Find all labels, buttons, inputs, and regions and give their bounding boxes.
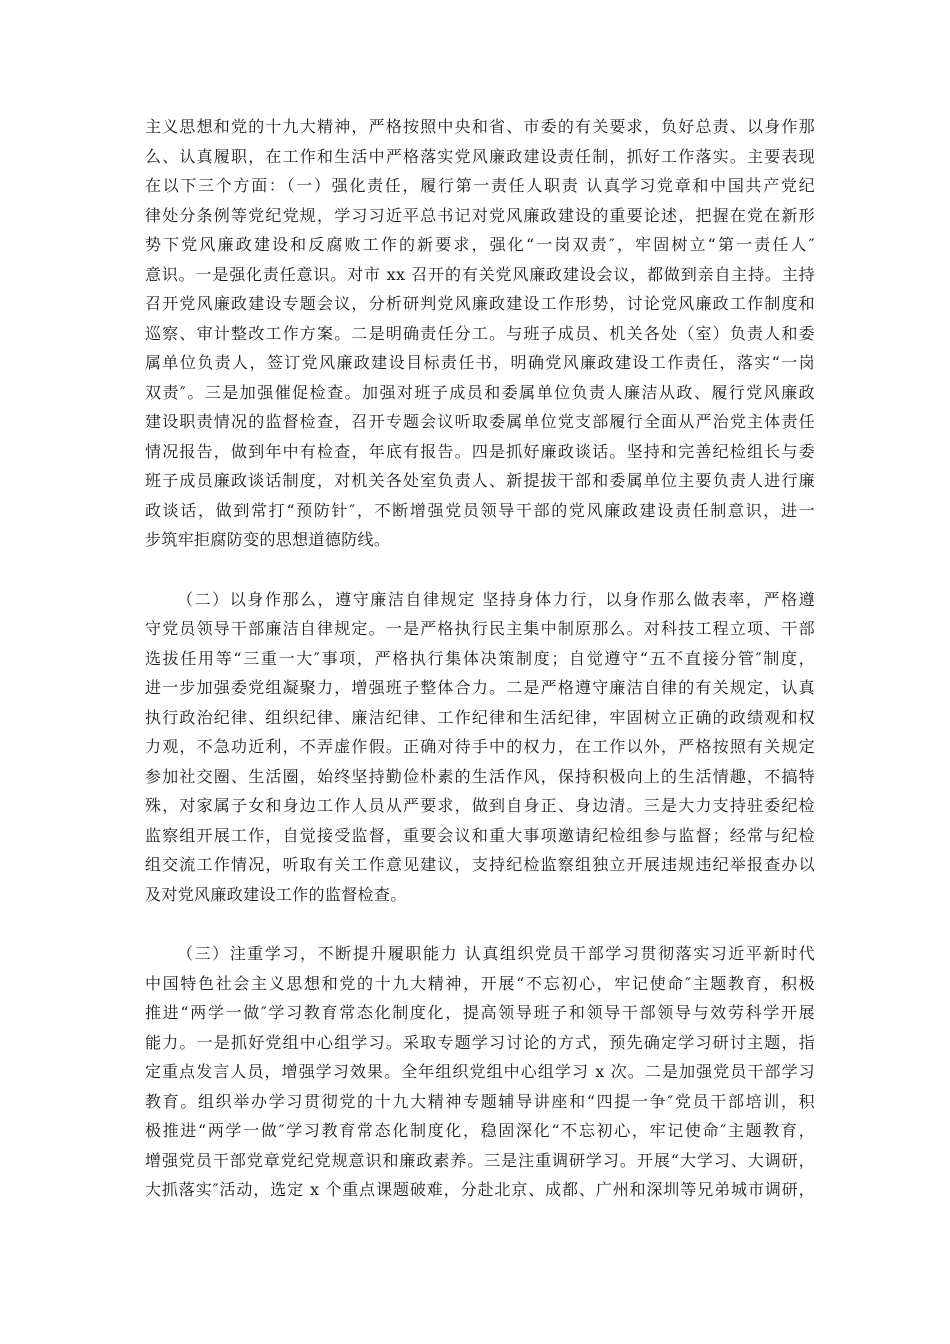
text-line: 推进“两学一做″学习教育常态化制度化，提高领导班子和领导干部领导与效劳科学开展: [145, 1003, 815, 1022]
text-line: 双责″。三是加强催促检查。加强对班子成员和委属单位负责人廉洁从政、履行党风廉政: [145, 382, 815, 402]
text-line: 增强党员干部党章党纪党规意识和廉政素养。三是注重调研学习。开展“大学习、大调研，: [145, 1150, 815, 1170]
text-line: 主义思想和党的十九大精神，严格按照中央和省、市委的有关要求，负好总责、以身作那: [145, 117, 815, 136]
text-line: 建设职责情况的监督检查，召开专题会议听取委属单位党支部履行全面从严治党主体责任: [145, 412, 815, 431]
text-line: （二）以身作那么，遵守廉洁自律规定 坚持身体力行，以身作那么做表率，严格遵: [177, 589, 815, 609]
text-line: 势下党风廉政建设和反腐败工作的新要求，强化“一岗双责″，牢固树立“第一责任人″: [145, 235, 815, 254]
text-line: 么、认真履职，在工作和生活中严格落实党风廉政建设责任制，抓好工作落实。主要表现: [145, 146, 815, 166]
text-line: （三）注重学习，不断提升履职能力 认真组织党员干部学习贯彻落实习近平新时代: [177, 944, 815, 963]
text-line: 大抓落实″活动，选定 x 个重点课题破难，分赴北京、成都、广州和深圳等兄弟城市调研，: [145, 1180, 815, 1199]
text-line: 在以下三个方面：（一）强化责任，履行第一责任人职责 认真学习党章和中国共产党纪: [145, 176, 815, 195]
text-line: 教育。组织举办学习贯彻党的十九大精神专题辅导讲座和“四提一争″党员干部培训，积: [145, 1091, 815, 1111]
text-line: 执行政治纪律、组织纪律、廉洁纪律、工作纪律和生活纪律，牢固树立正确的政绩观和权: [145, 707, 815, 727]
text-line: 选拔任用等“三重一大″事项，严格执行集体决策制度；自觉遵守“五不直接分管″制度，: [145, 648, 815, 668]
text-line: 定重点发言人员，增强学习效果。全年组织党组中心组学习 x 次。二是加强党员干部学习: [145, 1062, 815, 1081]
text-line: 律处分条例等党纪党规，学习习近平总书记对党风廉政建设的重要论述，把握在党在新形: [145, 205, 815, 225]
text-line: 极推进“两学一做″学习教育常态化制度化，稳固深化“不忘初心，牢记使命″主题教育，: [145, 1121, 815, 1140]
paragraph-spacer: [145, 909, 815, 939]
text-line: 班子成员廉政谈话制度，对机关各处室负责人、新提拔干部和委属单位主要负责人进行廉: [145, 471, 815, 490]
text-line: 召开党风廉政建设专题会议，分析研判党风廉政建设工作形势，讨论党风廉政工作制度和: [145, 294, 815, 313]
text-line: 巡察、审计整改工作方案。二是明确责任分工。与班子成员、机关各处（室）负责人和委: [145, 323, 815, 343]
text-line: 属单位负责人，签订党风廉政建设目标责任书，明确党风廉政建设工作责任，落实“一岗: [145, 353, 815, 372]
text-line: 情况报告，做到年中有检查，年底有报告。四是抓好廉政谈话。坚持和完善纪检组长与委: [145, 441, 815, 461]
text-line: 殊，对家属子女和身边工作人员从严要求，做到自身正、身边清。三是大力支持驻委纪检: [145, 796, 815, 815]
text-line: 进一步加强委党组凝聚力，增强班子整体合力。二是严格遵守廉洁自律的有关规定，认真: [145, 678, 815, 697]
paragraph-3: [145, 939, 815, 1205]
text-line: 中国特色社会主义思想和党的十九大精神，开展“不忘初心，牢记使命″主题教育，积极: [145, 973, 815, 993]
text-line: 步筑牢拒腐防变的思想道德防线。: [145, 530, 391, 549]
paragraph-spacer: [145, 555, 815, 585]
document-page: [145, 112, 815, 1205]
text-line: 监察组开展工作，自觉接受监督，重要会议和重大事项邀请纪检组参与监督；经常与纪检: [145, 825, 815, 845]
text-line: 能力。一是抓好党组中心组学习。采取专题学习讨论的方式，预先确定学习研讨主题，指: [145, 1032, 815, 1052]
text-line: 参加社交圈、生活圈，始终坚持勤俭朴素的生活作风，保持积极向上的生活情趣，不搞特: [145, 766, 815, 786]
text-line: 守党员领导干部廉洁自律规定。一是严格执行民主集中制原那么。对科技工程立项、干部: [145, 619, 815, 638]
text-line: 组交流工作情况，听取有关工作意见建议，支持纪检监察组独立开展违规违纪举报查办以: [145, 855, 815, 874]
text-line: 意识。一是强化责任意识。对市 xx 召开的有关党风廉政建设会议，都做到亲自主持。主持: [145, 264, 815, 284]
text-line: 政谈话，做到常打“预防针″，不断增强党员领导干部的党风廉政建设责任制意识，进一: [145, 500, 815, 520]
text-line: 力观，不急功近利，不弄虚作假。正确对待手中的权力，在工作以外，严格按照有关规定: [145, 737, 815, 756]
paragraph-2: [145, 585, 815, 910]
paragraph-1: [145, 112, 815, 555]
text-line: 及对党风廉政建设工作的监督检查。: [145, 884, 407, 904]
